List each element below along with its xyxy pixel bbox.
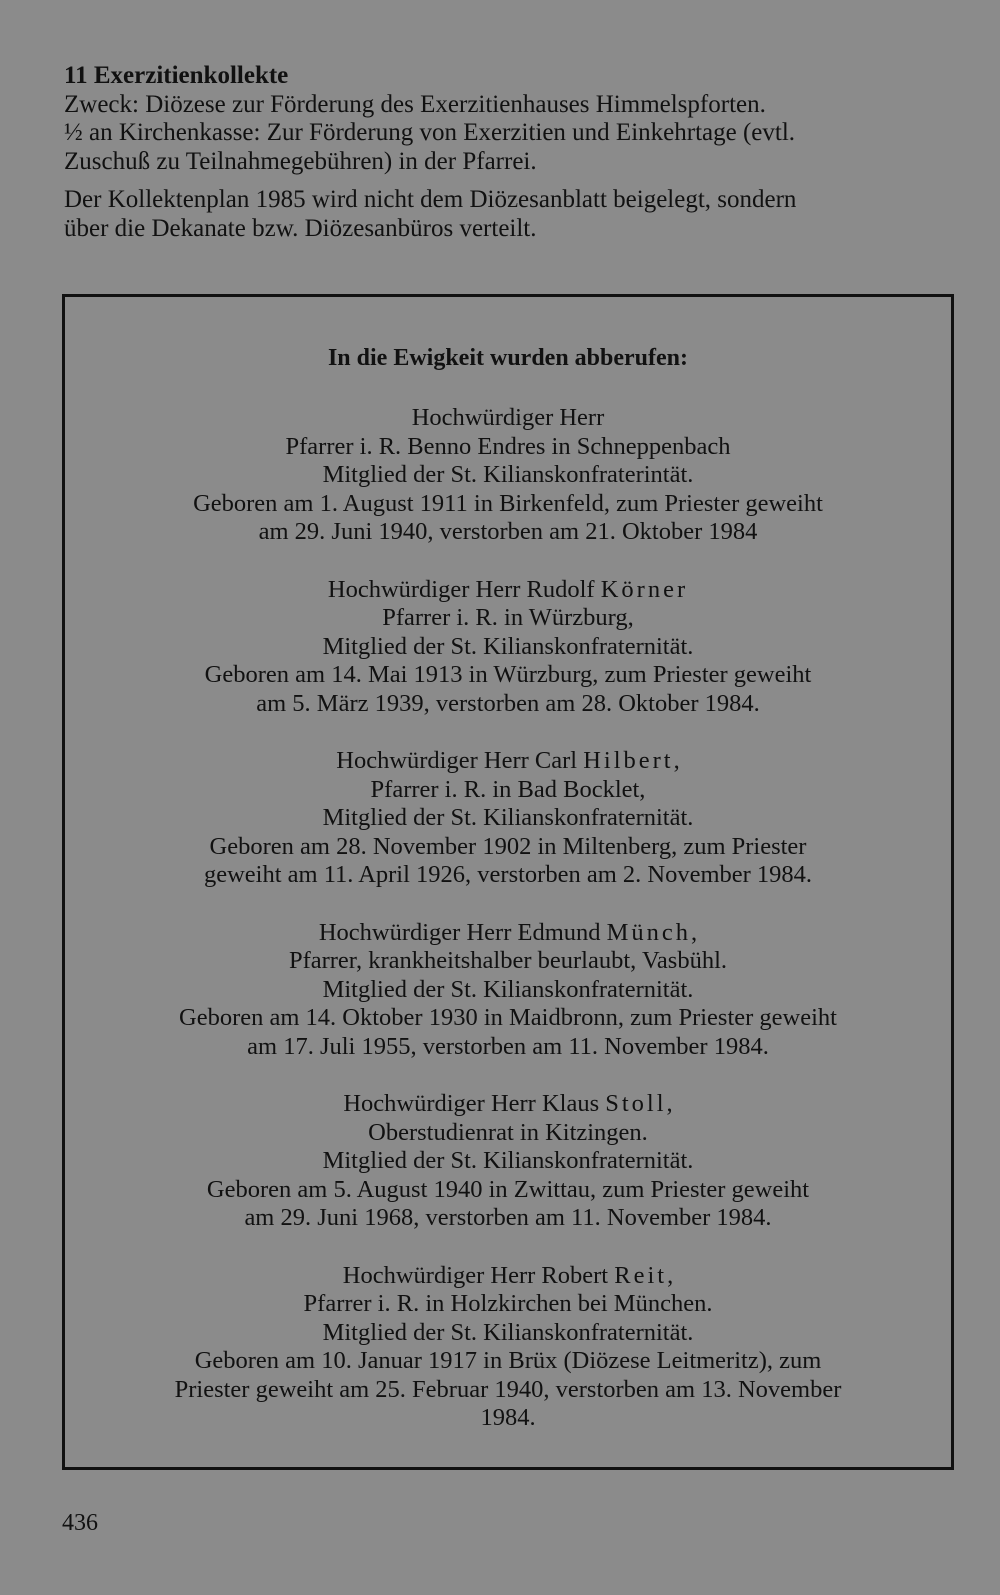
obituary-detail-line: Mitglied der St. Kilianskonfraternität. bbox=[322, 975, 694, 1003]
obituary-name-prefix: Hochwürdiger Herr Rudolf bbox=[327, 575, 601, 603]
obituary-detail-line: am 29. Juni 1940, verstorben am 21. Oktober 1984 bbox=[258, 518, 758, 545]
obituary-entry bbox=[65, 747, 951, 890]
obituary-name-prefix: Hochwürdiger Herr Carl bbox=[336, 747, 584, 774]
obituary-detail-line: Geboren am 5. August 1940 in Zwittau, zum Priester geweiht bbox=[206, 1175, 810, 1203]
obituary-detail-line: Geboren am 14. Oktober 1930 in Maidbronn, zum Priester geweiht bbox=[179, 1004, 837, 1031]
kollekte-heading: 11 Exerzitienkollekte bbox=[64, 62, 289, 89]
kollekte-line: Zuschuß zu Teilnahmegebühren) in der Pfarrei. bbox=[64, 147, 537, 175]
obituary-detail-line: Geboren am 14. Mai 1913 in Würzburg, zum Priester geweiht bbox=[204, 661, 812, 688]
obituary-name-suffix: , bbox=[691, 918, 698, 946]
obituary-name-line bbox=[65, 747, 951, 776]
obituary-name-prefix: Hochwürdiger Herr Klaus bbox=[343, 1090, 606, 1117]
obituary-entry bbox=[65, 1262, 951, 1433]
obituary-surname: Hilbert bbox=[583, 747, 674, 774]
obituary-name-prefix: Hochwürdiger Herr Robert bbox=[342, 1261, 615, 1289]
page-number: 436 bbox=[62, 1510, 98, 1536]
obituary-detail-line: Mitglied der St. Kilianskonfraterintät. bbox=[322, 461, 694, 488]
obituary-detail-line: Pfarrer i. R. in Bad Bocklet, bbox=[370, 775, 646, 803]
obituary-detail-line: Priester geweiht am 25. Februar 1940, verstorben am 13. November bbox=[174, 1375, 842, 1403]
kollekte-note-line: über die Dekanate bzw. Diözesanbüros verteilt. bbox=[64, 214, 537, 242]
obituary-name-prefix: Hochwürdiger Herr Edmund bbox=[318, 918, 607, 946]
obituary-name-suffix: , bbox=[667, 1261, 674, 1289]
obituary-detail-line: geweiht am 11. April 1926, verstorben am 2. November 1984. bbox=[203, 861, 813, 888]
obituary-detail-line: Pfarrer i. R. Benno Endres in Schneppenbach bbox=[285, 432, 731, 460]
kollekte-note-line: Der Kollektenplan 1985 wird nicht dem Diözesanblatt beigelegt, sondern bbox=[64, 186, 797, 213]
obituary-title: In die Ewigkeit wurden abberufen: bbox=[327, 345, 689, 371]
obituary-name-line bbox=[65, 1262, 951, 1291]
obituary-surname: Körner bbox=[600, 575, 689, 603]
kollekte-section bbox=[64, 62, 964, 243]
obituary-detail-line: Pfarrer, krankheitshalber beurlaubt, Vasbühl. bbox=[288, 947, 728, 974]
obituary-box bbox=[62, 294, 954, 1470]
obituary-entry bbox=[65, 576, 951, 719]
obituary-surname: Stoll bbox=[605, 1090, 667, 1117]
obituary-detail-line: Mitglied der St. Kilianskonfraternität. bbox=[322, 1147, 694, 1174]
obituary-name-line bbox=[65, 576, 951, 605]
kollekte-line: ½ an Kirchenkasse: Zur Förderung von Exerzitien und Einkehrtage (evtl. bbox=[64, 119, 796, 146]
obituary-name-suffix: , bbox=[666, 1090, 673, 1117]
obituary-detail-line: am 29. Juni 1968, verstorben am 11. November 1984. bbox=[244, 1204, 772, 1231]
obituary-detail-line: am 17. Juli 1955, verstorben am 11. November 1984. bbox=[247, 1032, 769, 1060]
obituary-detail-line: Pfarrer i. R. in Holzkirchen bei München. bbox=[303, 1290, 713, 1317]
obituary-name-line bbox=[65, 1090, 951, 1119]
obituary-name-line bbox=[65, 919, 951, 948]
obituary-entry bbox=[65, 404, 951, 547]
obituary-entry bbox=[65, 1090, 951, 1233]
obituary-list bbox=[65, 404, 951, 1462]
obituary-detail-line: Mitglied der St. Kilianskonfraternität. bbox=[322, 632, 694, 660]
obituary-detail-line: Pfarrer i. R. in Würzburg, bbox=[382, 604, 634, 631]
obituary-detail-line: Geboren am 10. Januar 1917 in Brüx (Diözese Leitmeritz), zum bbox=[194, 1347, 822, 1374]
obituary-surname: Reit bbox=[614, 1261, 668, 1289]
obituary-name-suffix: , bbox=[673, 747, 680, 774]
obituary-detail-line: am 5. März 1939, verstorben am 28. Oktober 1984. bbox=[256, 689, 760, 717]
obituary-detail-line: Mitglied der St. Kilianskonfraternität. bbox=[322, 1318, 694, 1346]
obituary-surname: Münch bbox=[606, 918, 692, 946]
obituary-detail-line: Mitglied der St. Kilianskonfraternität. bbox=[322, 804, 694, 831]
obituary-detail-line: 1984. bbox=[480, 1404, 536, 1431]
obituary-entry bbox=[65, 919, 951, 1062]
obituary-name-line bbox=[65, 404, 951, 433]
kollekte-line: Zweck: Diözese zur Förderung des Exerzitienhauses Himmelspforten. bbox=[64, 90, 766, 118]
obituary-detail-line: Geboren am 28. November 1902 in Miltenberg, zum Priester bbox=[209, 832, 807, 860]
obituary-name-prefix: Hochwürdiger Herr bbox=[411, 404, 605, 431]
obituary-detail-line: Geboren am 1. August 1911 in Birkenfeld, zum Priester geweiht bbox=[193, 489, 823, 517]
obituary-detail-line: Oberstudienrat in Kitzingen. bbox=[368, 1118, 648, 1146]
